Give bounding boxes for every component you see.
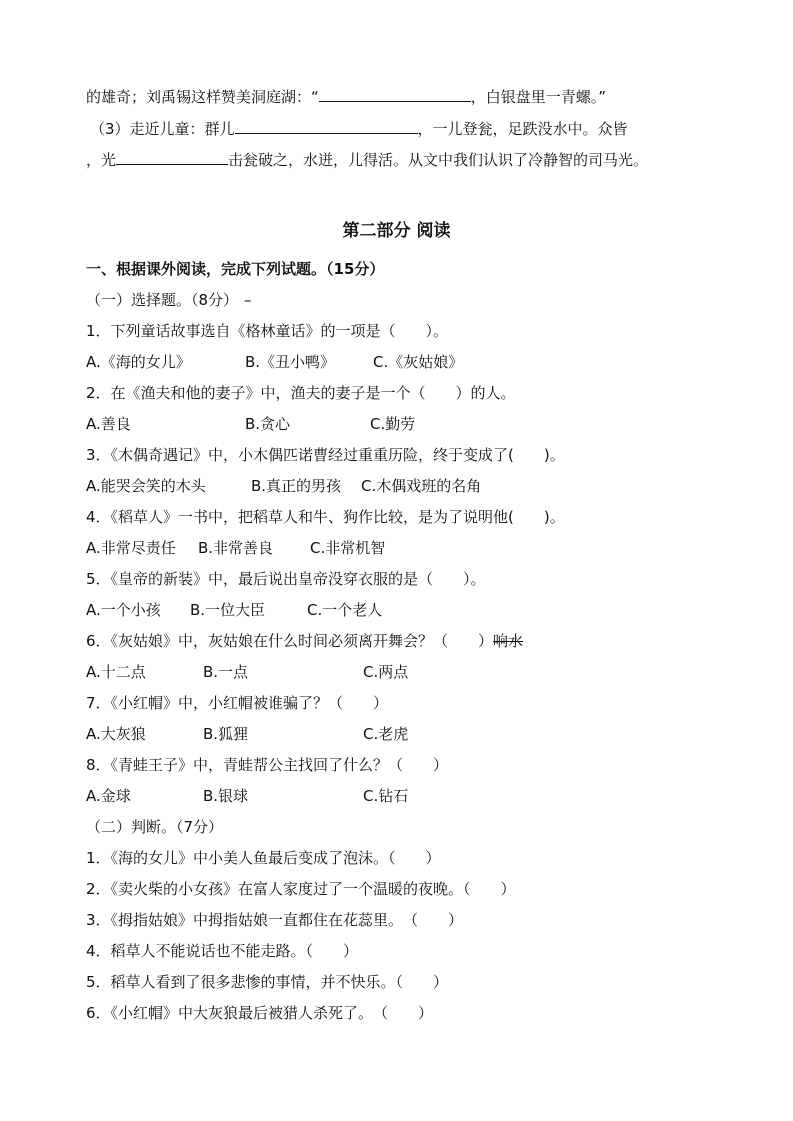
question-1: 1．下列童话故事选自《格林童话》的一项是（ ）。	[86, 322, 449, 340]
question-8: 8．《青蛙王子》中，青蛙帮公主找回了什么？（ ）	[86, 756, 449, 774]
option-c[interactable]: C.一个老人	[307, 601, 383, 619]
judgment-1: 1．《海的女儿》中小美人鱼最后变成了泡沫。（ ）	[86, 849, 441, 867]
subsection-choice-heading	[86, 289, 252, 311]
judgment-2: 2．《卖火柴的小女孩》在富人家度过了一个温暖的夜晚。（ ）	[86, 880, 516, 898]
option-a[interactable]: A.一个小孩	[86, 601, 161, 619]
options-4	[86, 537, 385, 559]
fill-line-1	[86, 85, 606, 108]
options-1	[86, 351, 463, 373]
option-a[interactable]: A.大灰狼	[86, 725, 146, 743]
fill-text: ，白银盘里一青螺。”	[470, 88, 607, 106]
question-5: 5．《皇帝的新装》中，最后说出皇帝没穿衣服的是（ ）。	[86, 570, 486, 588]
options-2	[86, 413, 415, 435]
option-c[interactable]: C.老虎	[363, 725, 409, 743]
options-6	[86, 661, 408, 683]
option-b[interactable]: B.银球	[203, 787, 249, 805]
fill-line-2	[90, 117, 628, 140]
judgment-3: 3．《拇指姑娘》中拇指姑娘一直都住在花蕊里。 （ ）	[86, 911, 464, 929]
question-3: 3．《木偶奇遇记》中，小木偶匹诺曹经过重重历险，终于变成了( )。	[86, 446, 565, 464]
option-c[interactable]: C.勤劳	[370, 415, 416, 433]
options-7	[86, 723, 408, 745]
fill-text: ，一儿登瓮，足跌没水中。众皆	[417, 120, 628, 138]
subsection-label: （一）选择题。（8分）	[86, 291, 239, 309]
answer-blank[interactable]	[235, 117, 418, 134]
option-c[interactable]: C.非常机智	[310, 539, 386, 557]
options-3	[86, 475, 481, 497]
fill-line-3	[86, 148, 648, 171]
option-b[interactable]: B.非常善良	[198, 539, 274, 557]
answer-blank[interactable]	[116, 148, 228, 165]
fill-text: 击瓮破之，水迸，儿得活。从文中我们认识了冷静智的司马光。	[228, 151, 649, 169]
option-a[interactable]: A.能哭会笑的木头	[86, 477, 206, 495]
fill-text: 的雄奇；刘禹锡这样赞美洞庭湖：“	[86, 88, 319, 106]
question-6	[86, 630, 523, 652]
option-b[interactable]: B.一点	[203, 663, 249, 681]
option-b[interactable]: B.一位大臣	[190, 601, 266, 619]
options-5	[86, 599, 382, 621]
options-8	[86, 785, 408, 807]
judgment-4: 4．稻草人不能说话也不能走路。（ ）	[86, 942, 359, 960]
option-c[interactable]: C.两点	[363, 663, 409, 681]
stray-mark: –	[244, 291, 252, 309]
question-7: 7．《小红帽》中，小红帽被谁骗了？（ ）	[86, 694, 389, 712]
option-c[interactable]: C.《灰姑娘》	[373, 353, 464, 371]
option-a[interactable]: A.《海的女儿》	[86, 353, 191, 371]
answer-blank[interactable]	[319, 85, 471, 102]
option-b[interactable]: B.贪心	[245, 415, 291, 433]
option-b[interactable]: B.狐狸	[203, 725, 249, 743]
option-c[interactable]: C.木偶戏班的名角	[361, 477, 482, 495]
judgment-6: 6．《小红帽》中大灰狼最后被猎人杀死了。 （ ）	[86, 1004, 434, 1022]
fill-text: ，光	[86, 151, 117, 169]
option-a[interactable]: A.十二点	[86, 663, 146, 681]
judgment-5: 5．稻草人看到了很多悲惨的事情，并不快乐。（ ）	[86, 973, 449, 991]
option-b[interactable]: B.《丑小鸭》	[245, 353, 336, 371]
fill-text: （3）走近儿童：群儿	[90, 120, 235, 138]
subsection-judgment-heading: （二）判断。（7分）	[86, 818, 224, 836]
question-2: 2．在《渔夫和他的妻子》中，渔夫的妻子是一个（ ）的人。	[86, 384, 516, 402]
question-text: 6．《灰姑娘》中，灰姑娘在什么时间必须离开舞会？（ ）	[86, 632, 494, 650]
section-heading: 一、根据课外阅读，完成下列试题。（15分）	[86, 260, 385, 278]
option-a[interactable]: A.非常尽责任	[86, 539, 176, 557]
option-c[interactable]: C.钻石	[363, 787, 409, 805]
option-a[interactable]: A.善良	[86, 415, 131, 433]
option-b[interactable]: B.真正的男孩	[251, 477, 342, 495]
option-a[interactable]: A.金球	[86, 787, 131, 805]
struck-mark: 响水	[493, 632, 524, 650]
part-title: 第二部分 阅读	[342, 221, 451, 241]
question-4: 4．《稻草人》一书中，把稻草人和牛、狗作比较，是为了说明他( )。	[86, 508, 565, 526]
